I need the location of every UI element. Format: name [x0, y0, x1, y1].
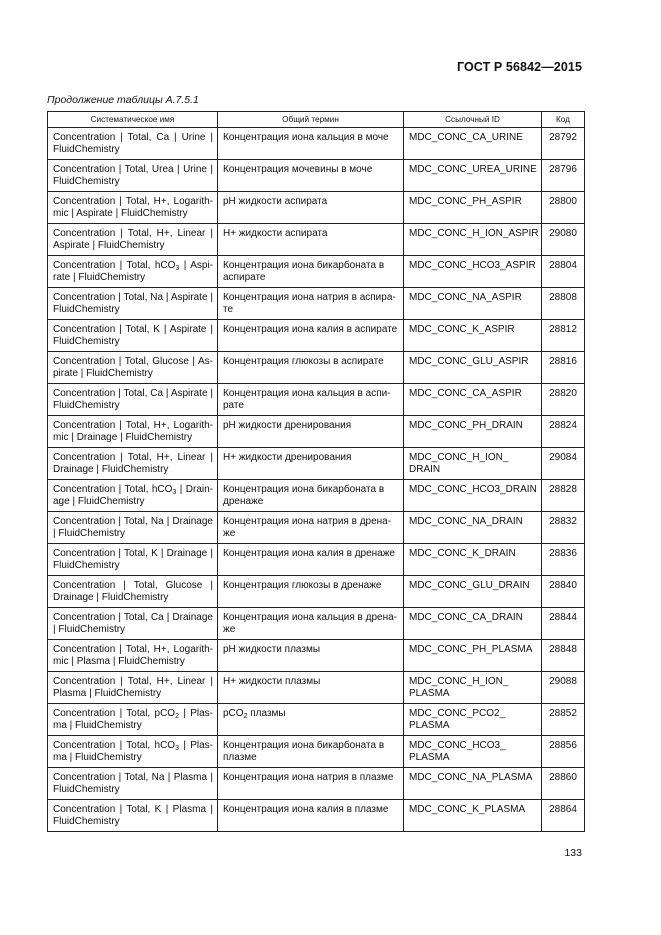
- code-cell: 28796: [542, 160, 585, 192]
- reference-id-cell: MDC_CONC_HCO3_DRAIN: [404, 480, 542, 512]
- reference-id-cell: MDC_CONC_GLU_ASPIR: [404, 352, 542, 384]
- code-cell: 29084: [542, 448, 585, 480]
- table-caption: Продолжение таблицы А.7.5.1: [47, 94, 199, 106]
- reference-id-cell: MDC_CONC_H_ION_ PLASMA: [404, 672, 542, 704]
- table-row: [48, 288, 585, 320]
- systematic-name-cell: Concentration | Total, H+, Linear | Aspirate | FluidChemistry: [48, 224, 218, 256]
- table-row: [48, 256, 585, 288]
- common-term-cell: H+ жидкости плазмы: [218, 672, 404, 704]
- common-term-cell: Концентрация иона натрия в плазме: [218, 768, 404, 800]
- table-row: [48, 128, 585, 160]
- standard-designation: ГОСТ Р 56842—2015: [456, 60, 582, 74]
- common-term-cell: Концентрация иона натрия в дрена-же: [218, 512, 404, 544]
- code-cell: 28856: [542, 736, 585, 768]
- table-header-row: [48, 112, 585, 128]
- table-row: [48, 608, 585, 640]
- code-cell: 28840: [542, 576, 585, 608]
- common-term-cell: Концентрация глюкозы в дренаже: [218, 576, 404, 608]
- common-term-cell: pH жидкости дренирования: [218, 416, 404, 448]
- reference-id-cell: MDC_CONC_CA_ASPIR: [404, 384, 542, 416]
- table-row: [48, 320, 585, 352]
- common-term-cell: Концентрация иона кальция в моче: [218, 128, 404, 160]
- common-term-cell: pH жидкости аспирата: [218, 192, 404, 224]
- systematic-name-cell: Concentration | Total, Na | Plasma | FluidChemistry: [48, 768, 218, 800]
- common-term-cell: Концентрация иона калия в аспирате: [218, 320, 404, 352]
- table-row: [48, 800, 585, 832]
- code-cell: 28848: [542, 640, 585, 672]
- reference-id-cell: MDC_CONC_NA_ASPIR: [404, 288, 542, 320]
- column-header-reference-id: Ссылочный ID: [404, 112, 542, 128]
- reference-id-cell: MDC_CONC_UREA_URINE: [404, 160, 542, 192]
- table-row: [48, 480, 585, 512]
- reference-id-cell: MDC_CONC_PCO2_ PLASMA: [404, 704, 542, 736]
- common-term-cell: Концентрация иона бикарбоната в дренаже: [218, 480, 404, 512]
- code-cell: 28860: [542, 768, 585, 800]
- code-cell: 28808: [542, 288, 585, 320]
- common-term-cell: pCO$_2$ плазмы: [218, 704, 404, 736]
- reference-id-cell: MDC_CONC_GLU_DRAIN: [404, 576, 542, 608]
- common-term-cell: Концентрация иона калия в дренаже: [218, 544, 404, 576]
- table-row: [48, 576, 585, 608]
- code-cell: 29080: [542, 224, 585, 256]
- systematic-name-cell: Concentration | Total, hCO$_3$ | Drain-age | FluidChemistry: [48, 480, 218, 512]
- table-row: [48, 512, 585, 544]
- systematic-name-cell: Concentration | Total, K | Drainage | FluidChemistry: [48, 544, 218, 576]
- column-header-systematic-name: Систематическое имя: [48, 112, 218, 128]
- code-cell: 28832: [542, 512, 585, 544]
- common-term-cell: Концентрация глюкозы в аспирате: [218, 352, 404, 384]
- column-header-code: Код: [542, 112, 585, 128]
- code-cell: 28844: [542, 608, 585, 640]
- code-cell: 28800: [542, 192, 585, 224]
- table-row: [48, 416, 585, 448]
- code-cell: 28816: [542, 352, 585, 384]
- common-term-cell: H+ жидкости дренирования: [218, 448, 404, 480]
- systematic-name-cell: Concentration | Total, Ca | Urine | FluidChemistry: [48, 128, 218, 160]
- common-term-cell: Концентрация иона бикарбоната в плазме: [218, 736, 404, 768]
- systematic-name-cell: Concentration | Total, hCO$_3$ | Plas-ma | FluidChemistry: [48, 736, 218, 768]
- code-cell: 29088: [542, 672, 585, 704]
- systematic-name-cell: Concentration | Total, H+, Linear | Drainage | FluidChemistry: [48, 448, 218, 480]
- table-row: [48, 384, 585, 416]
- reference-id-cell: MDC_CONC_PH_DRAIN: [404, 416, 542, 448]
- common-term-cell: Концентрация иона кальция в аспи-рате: [218, 384, 404, 416]
- code-cell: 28812: [542, 320, 585, 352]
- systematic-name-cell: Concentration | Total, pCO$_2$ | Plas-ma | FluidChemistry: [48, 704, 218, 736]
- systematic-name-cell: Concentration | Total, Glucose | Drainage | FluidChemistry: [48, 576, 218, 608]
- systematic-name-cell: Concentration | Total, H+, Linear | Plasma | FluidChemistry: [48, 672, 218, 704]
- reference-id-cell: MDC_CONC_HCO3_ PLASMA: [404, 736, 542, 768]
- code-cell: 28820: [542, 384, 585, 416]
- table-row: [48, 224, 585, 256]
- table-row: [48, 768, 585, 800]
- reference-id-cell: MDC_CONC_CA_DRAIN: [404, 608, 542, 640]
- table-row: [48, 448, 585, 480]
- reference-id-cell: MDC_CONC_NA_PLASMA: [404, 768, 542, 800]
- systematic-name-cell: Concentration | Total, K | Aspirate | FluidChemistry: [48, 320, 218, 352]
- reference-id-cell: MDC_CONC_PH_PLASMA: [404, 640, 542, 672]
- systematic-name-cell: Concentration | Total, Na | Aspirate | FluidChemistry: [48, 288, 218, 320]
- reference-id-cell: MDC_CONC_CA_URINE: [404, 128, 542, 160]
- systematic-name-cell: Concentration | Total, Ca | Drainage | FluidChemistry: [48, 608, 218, 640]
- table-row: [48, 640, 585, 672]
- table-row: [48, 160, 585, 192]
- reference-id-cell: MDC_CONC_HCO3_ASPIR: [404, 256, 542, 288]
- reference-id-cell: MDC_CONC_K_DRAIN: [404, 544, 542, 576]
- code-cell: 28824: [542, 416, 585, 448]
- code-cell: 28792: [542, 128, 585, 160]
- table-row: [48, 544, 585, 576]
- common-term-cell: Концентрация мочевины в моче: [218, 160, 404, 192]
- reference-table: [47, 111, 585, 832]
- table-row: [48, 192, 585, 224]
- reference-id-cell: MDC_CONC_NA_DRAIN: [404, 512, 542, 544]
- code-cell: 28828: [542, 480, 585, 512]
- systematic-name-cell: Concentration | Total, H+, Logarith-mic | Drainage | FluidChemistry: [48, 416, 218, 448]
- common-term-cell: Концентрация иона кальция в дрена-же: [218, 608, 404, 640]
- reference-id-cell: MDC_CONC_K_PLASMA: [404, 800, 542, 832]
- table-row: [48, 352, 585, 384]
- systematic-name-cell: Concentration | Total, H+, Logarith-mic | Aspirate | FluidChemistry: [48, 192, 218, 224]
- code-cell: 28836: [542, 544, 585, 576]
- reference-id-cell: MDC_CONC_PH_ASPIR: [404, 192, 542, 224]
- systematic-name-cell: Concentration | Total, H+, Logarith-mic | Plasma | FluidChemistry: [48, 640, 218, 672]
- common-term-cell: pH жидкости плазмы: [218, 640, 404, 672]
- systematic-name-cell: Concentration | Total, K | Plasma | FluidChemistry: [48, 800, 218, 832]
- common-term-cell: Концентрация иона натрия в аспира-те: [218, 288, 404, 320]
- table-body: [48, 128, 585, 832]
- systematic-name-cell: Concentration | Total, hCO$_3$ | Aspi-rate | FluidChemistry: [48, 256, 218, 288]
- table-row: [48, 736, 585, 768]
- page-number: 133: [564, 847, 582, 859]
- code-cell: 28864: [542, 800, 585, 832]
- column-header-common-term: Общий термин: [218, 112, 404, 128]
- systematic-name-cell: Concentration | Total, Na | Drainage | FluidChemistry: [48, 512, 218, 544]
- code-cell: 28852: [542, 704, 585, 736]
- reference-id-cell: MDC_CONC_H_ION_ASPIR: [404, 224, 542, 256]
- reference-id-cell: MDC_CONC_K_ASPIR: [404, 320, 542, 352]
- code-cell: 28804: [542, 256, 585, 288]
- systematic-name-cell: Concentration | Total, Ca | Aspirate | FluidChemistry: [48, 384, 218, 416]
- common-term-cell: Концентрация иона бикарбоната в аспирате: [218, 256, 404, 288]
- table-row: [48, 704, 585, 736]
- common-term-cell: Концентрация иона калия в плазме: [218, 800, 404, 832]
- common-term-cell: H+ жидкости аспирата: [218, 224, 404, 256]
- systematic-name-cell: Concentration | Total, Urea | Urine | FluidChemistry: [48, 160, 218, 192]
- systematic-name-cell: Concentration | Total, Glucose | As-pirate | FluidChemistry: [48, 352, 218, 384]
- reference-id-cell: MDC_CONC_H_ION_ DRAIN: [404, 448, 542, 480]
- table-row: [48, 672, 585, 704]
